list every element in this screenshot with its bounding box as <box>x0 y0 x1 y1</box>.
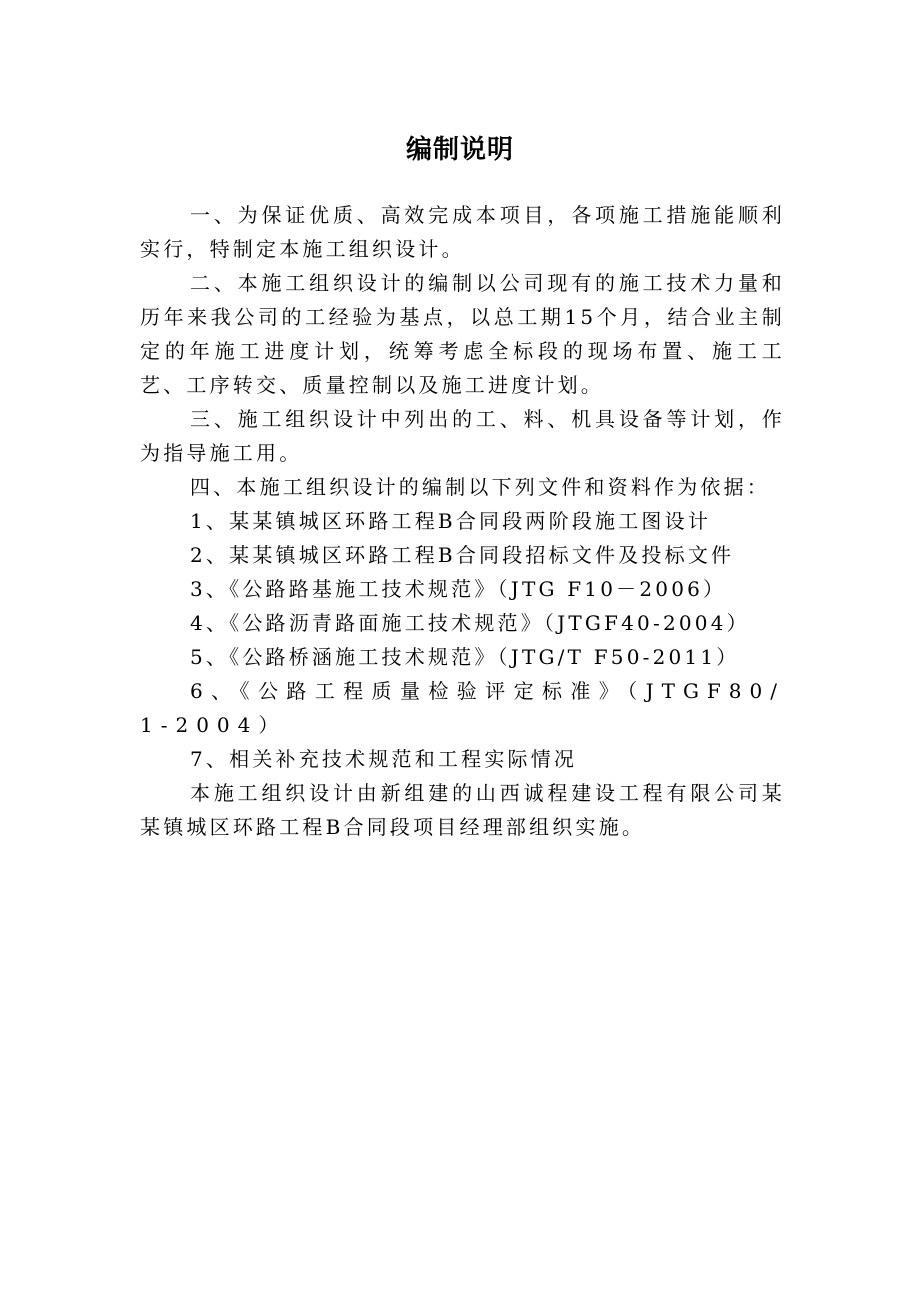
reference-item-3: 3、《公路路基施工技术规范》（JTG F10－2006） <box>190 577 727 601</box>
closing-paragraph: 本施工组织设计由新组建的山西诚程建设工程有限公司某某镇城区环路工程B合同段项目经理部组织实施。 <box>140 781 785 839</box>
reference-item-5: 5、《公路桥涵施工技术规范》（JTG/T F50-2011） <box>190 645 740 669</box>
page-title: 编制说明 <box>405 135 514 165</box>
paragraph-2: 二、本施工组织设计的编制以公司现有的施工技术力量和历年来我公司的工经验为基点，以总工期15个月，结合业主制定的年施工进度计划，统筹考虑全标段的现场布置、施工工艺、工序转交、质量控制以及施工进度计划。 <box>140 271 785 397</box>
reference-item-4: 4、《公路沥青路面施工技术规范》（JTGF40-2004） <box>190 611 750 635</box>
paragraph-1: 一、为保证优质、高效完成本项目，各项施工措施能顺利实行，特制定本施工组织设计。 <box>140 203 785 261</box>
document-body <box>140 198 785 844</box>
paragraph-4: 四、本施工组织设计的编制以下列文件和资料作为依据： <box>190 475 770 499</box>
reference-item-7: 7、相关补充技术规范和工程实际情况 <box>190 747 578 771</box>
reference-item-6: 6、《公路工程质量检验评定标准》（JTGF80/1-2004） <box>140 679 785 737</box>
reference-item-1: 1、某某镇城区环路工程B合同段两阶段施工图设计 <box>190 509 712 533</box>
reference-item-2: 2、某某镇城区环路工程B合同段招标文件及投标文件 <box>190 543 735 567</box>
paragraph-3: 三、施工组织设计中列出的工、料、机具设备等计划，作为指导施工用。 <box>140 407 785 465</box>
